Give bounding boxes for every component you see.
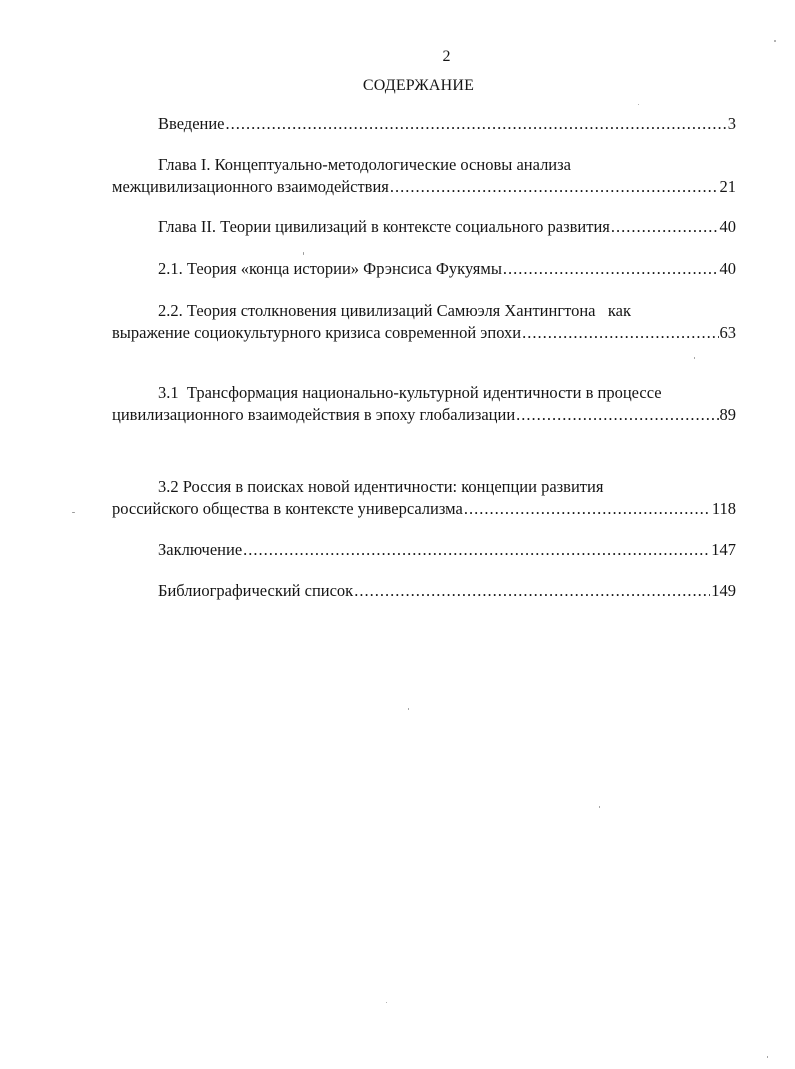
toc-entry-text-continued: выражение социокультурного кризиса современной эпохи xyxy=(112,323,522,342)
scan-speck xyxy=(774,40,776,42)
dot-leader xyxy=(390,179,719,196)
dot-leader xyxy=(522,325,718,342)
scan-speck xyxy=(386,1002,387,1003)
scan-speck xyxy=(767,1056,768,1058)
toc-entry-text: 3.2 Россия в поисках новой идентичности: концепции развития xyxy=(158,477,604,496)
toc-entry-text-continued: межцивилизационного взаимодействия xyxy=(112,177,389,196)
toc-entry-line xyxy=(112,583,736,604)
dot-leader xyxy=(354,583,710,600)
scan-speck xyxy=(72,512,75,513)
toc-entry-line xyxy=(112,325,736,346)
toc-entry-section-3-1 xyxy=(112,385,736,428)
dot-leader xyxy=(611,219,719,236)
scan-speck xyxy=(694,357,695,359)
toc-entry-page: 147 xyxy=(711,540,736,559)
scan-speck xyxy=(303,252,304,255)
dot-leader xyxy=(243,542,710,559)
toc-entry-line xyxy=(112,219,736,240)
toc-entry-line xyxy=(112,407,736,428)
toc-entry-conclusion xyxy=(112,542,736,563)
page-number: 2 xyxy=(442,48,451,65)
toc-entry-section-2-1 xyxy=(112,261,736,282)
toc-entry-page: 3 xyxy=(727,114,736,133)
dot-leader xyxy=(226,116,727,133)
toc-entry-text: 2.2. Теория столкновения цивилизаций Самюэля Хантингтона как xyxy=(158,301,631,320)
toc-entry-text: 2.1. Теория «конца истории» Фрэнсиса Фукуямы xyxy=(158,259,502,278)
toc-entry-text: 3.1 Трансформация национально-культурной идентичности в процессе xyxy=(158,383,662,402)
toc-entry-page: 149 xyxy=(711,581,736,600)
toc-entry-page: 89 xyxy=(719,405,736,424)
toc-entry-line xyxy=(112,501,736,522)
toc-title: СОДЕРЖАНИЕ xyxy=(362,77,475,94)
toc-entry-section-2-2 xyxy=(112,303,736,346)
toc-entry-text: Заключение xyxy=(158,540,243,559)
toc-entry-text-continued: российского общества в контексте универсализма xyxy=(112,499,463,518)
toc-entry-line xyxy=(112,157,736,178)
toc-entry-line xyxy=(112,303,736,324)
dot-leader xyxy=(464,501,711,518)
toc-entry-line xyxy=(112,542,736,563)
toc-entry-line xyxy=(112,479,736,500)
dot-leader xyxy=(503,261,719,278)
toc-entry-page: 118 xyxy=(711,499,736,518)
toc-entry-page: 40 xyxy=(719,259,736,278)
dot-leader xyxy=(516,407,718,424)
scan-speck xyxy=(599,806,600,808)
toc-entry-line xyxy=(112,179,736,200)
toc-entry-text: Глава II. Теории цивилизаций в контексте социального развития xyxy=(158,217,610,236)
toc-entry-page: 63 xyxy=(719,323,736,342)
scan-speck xyxy=(408,708,409,710)
toc-entry-section-3-2 xyxy=(112,479,736,522)
scan-speck xyxy=(638,104,639,105)
toc-entry-text-continued: цивилизационного взаимодействия в эпоху глобализации xyxy=(112,405,516,424)
toc-entry-page: 21 xyxy=(719,177,736,196)
toc-entry-text: Глава I. Концептуально-методологические основы анализа xyxy=(158,155,571,174)
toc-entry-chapter-1 xyxy=(112,157,736,200)
toc-entry-bibliography xyxy=(112,583,736,604)
toc-entry-introduction xyxy=(112,116,736,137)
toc-entry-text: Библиографический список xyxy=(158,581,354,600)
toc-entry-chapter-2 xyxy=(112,219,736,240)
toc-entry-line xyxy=(112,385,736,406)
toc-entry-line xyxy=(112,261,736,282)
toc-entry-line xyxy=(112,116,736,137)
toc-entry-page: 40 xyxy=(719,217,736,236)
toc-entry-text: Введение xyxy=(158,114,225,133)
